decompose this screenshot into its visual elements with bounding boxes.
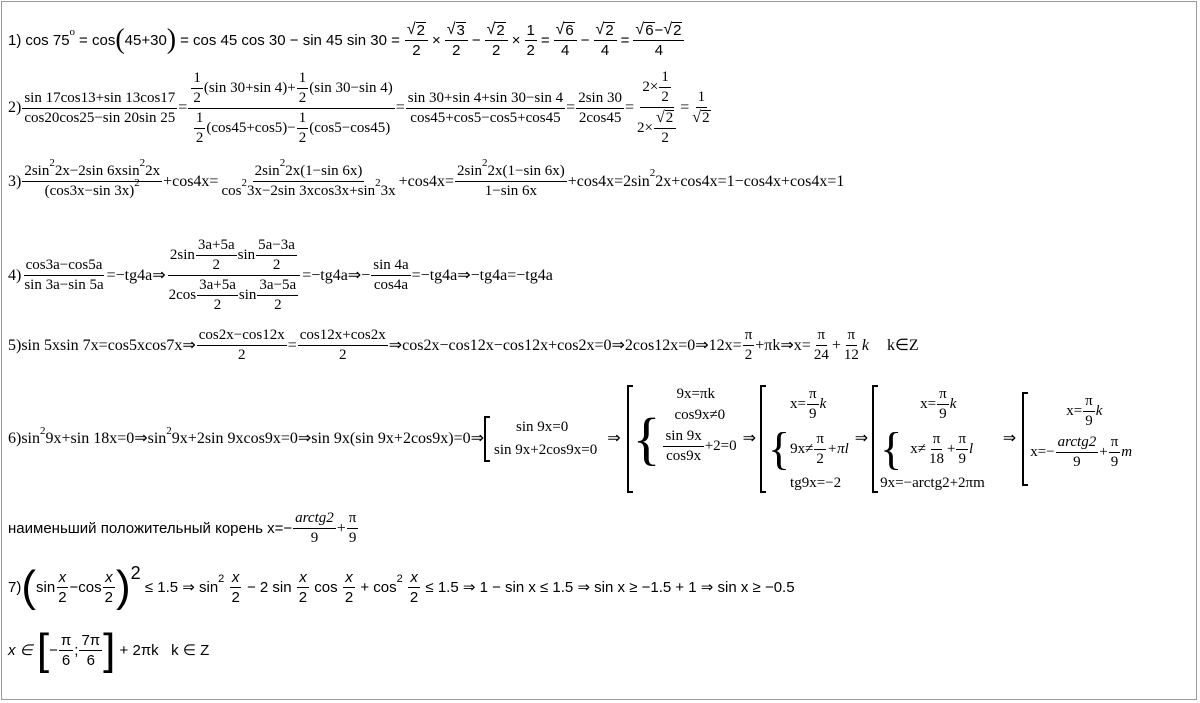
p6-seq-c: 9x+2sin 9xcos9x=0⇒sin 9x: [171, 430, 350, 447]
problem-3: [8, 157, 845, 199]
note-pi-frac: $\frac{\pi}{9}$: [348, 510, 357, 546]
p7-pi-6: $\frac{\pi}{6}$: [60, 631, 72, 669]
p6-seq-a: sin: [21, 430, 40, 447]
p1-text-c: = cos 45 cos 30 − sin 45 sin 30 =: [180, 31, 400, 49]
p7-in: x ∈: [8, 641, 33, 659]
p7-7pi-6: $\frac{7\pi}{6}$: [81, 631, 101, 669]
problem-3-label: 3): [8, 172, 22, 190]
p7-cos: cos: [78, 578, 102, 596]
p1-paren-open: (: [115, 24, 125, 55]
p1-paren-close: ): [166, 24, 177, 55]
p6-s2-l1: 9x=πk: [676, 386, 715, 402]
problem-6-label: 6): [8, 430, 22, 447]
p7-paren-close: ): [115, 562, 131, 611]
p4-ratio: $\frac{\sin 4a}{\cos 4a}$: [373, 257, 409, 293]
p2-result: 1 √ 2: [692, 89, 710, 126]
problem-7-label: 7): [8, 578, 22, 596]
p2-values: 2× $\frac{1}{2}$ 2× √ 2 2: [635, 70, 679, 146]
p7-bracket-open: [: [36, 625, 50, 674]
p6-system-1: [484, 416, 601, 462]
p1-minus-2: −: [580, 31, 590, 49]
p7-x2-e: $\frac{x}{2}$: [344, 568, 354, 606]
p5-kz: k∈Z: [886, 336, 919, 354]
p5-pi-2: $\frac{\pi}{2}$: [744, 327, 753, 363]
p1-text-b: = cos: [79, 31, 116, 49]
p3-expanded: 2sin 2 2x(1−sin 6x) cos 2 3x−2sin 3xcos3x+sin 2 3x: [221, 157, 396, 199]
p7-chain-b: − 2 sin: [246, 578, 292, 596]
p7-x2-b: $\frac{x}{2}$: [104, 568, 113, 606]
p6-impl-4: ⇒: [1002, 430, 1017, 447]
p5-pik: +πk⇒x=: [755, 336, 811, 354]
p2-halves: $\frac{1}{2}$ (sin 30+sin 4) + $\frac{1}{2}$ (sin 30−sin 4) $\frac{1}{2}$ (cos45+cos5) − $\frac{1}{2}$ (cos5−cos45): [188, 71, 394, 146]
p5-k: k: [861, 336, 869, 354]
p6-seq-b: 9x+sin 18x=0⇒sin: [45, 430, 167, 447]
p1-frac-r2-2: √ 2 2: [405, 22, 428, 58]
problem-5: [8, 328, 919, 363]
p7-sq: 2: [130, 563, 141, 583]
p1-frac-r3-2: √ 3 2: [445, 22, 468, 58]
p3-tail-a: +cos4x=2sin: [567, 172, 650, 190]
p2-eq-3: =: [566, 99, 576, 116]
p1-frac-1-2: $\frac{1}{2}$: [526, 21, 535, 59]
p1-degree: o: [69, 25, 76, 38]
p6-system-4: x= $\frac{\pi}{9}$ k { x≠ $\frac{\pi}{18}$ + $\frac{\pi}{9}$ l 9x=−arctg2+2πm: [872, 385, 987, 493]
p7-tail: + 2πk k ∈ Z: [119, 641, 210, 659]
problem-4-label: 4): [8, 266, 22, 284]
p2-lhs: $\frac{\sin 17\cos 13+\sin 13\cos 17}{\cos 20\cos 25-\sin 20\sin 25}$: [24, 89, 176, 126]
p5-lhs: sin 5xsin 7x=cos5xcos7x⇒: [21, 336, 196, 354]
p4-lhs: $\frac{\cos 3a-\cos 5a}{\sin 3a-\sin 5a}$: [24, 257, 104, 293]
problem-2: [8, 70, 714, 146]
p7-x2-f: $\frac{x}{2}$: [409, 568, 419, 606]
p6-impl-1: ⇒: [607, 430, 621, 447]
p6-system-2: { 9x=πk cos9x≠0 $\frac{\sin 9x}{\cos 9x}$ +2=0: [627, 385, 739, 493]
p5-pi-24: $\frac{\pi}{24}$: [813, 327, 829, 363]
p7-minus: −: [69, 578, 79, 596]
p1-minus: −: [471, 31, 481, 49]
p6-s2-l2: cos9x≠0: [674, 407, 726, 423]
p6-seq-d: (sin 9x+2cos9x)=0⇒: [349, 430, 485, 447]
p4-sum-to-product: 2sin $\frac{3a+5a}{2}$ sin $\frac{5a-3a}{2}$ 2cos $\frac{3a+5a}{2}$ sin $\frac{3a-5a}{2}$: [167, 238, 302, 313]
p5-plus: +: [831, 336, 841, 354]
p7-chain-a: ≤ 1.5 ⇒ sin: [144, 578, 219, 596]
p3-reduced: 2sin 2 2x(1−sin 6x) 1−sin 6x: [457, 157, 565, 199]
note-plus: +: [336, 519, 346, 537]
p1-frac-r2-2b: √ 2 2: [485, 22, 508, 58]
p7-paren-open: (: [21, 562, 36, 611]
p6-s3-c: tg9x=−2: [790, 475, 842, 491]
p7-bracket-close: ]: [103, 625, 116, 674]
p3-lhs: 2sin 2 2x−2sin 6xsin 2 2x (cos3x−sin 3x) 2: [24, 157, 161, 199]
p3-tail-b: 2x+cos4x=1−cos4x+cos4x=1: [655, 172, 845, 190]
p6-s1-l1: sin 9x=0: [516, 419, 569, 435]
p5-mid: ⇒cos2x−cos12x−cos12x+cos2x=0⇒2cos12x=0⇒12x=: [388, 336, 742, 354]
p6-sq-1: 2: [40, 424, 46, 437]
p7-sin: sin: [36, 578, 56, 596]
p2-mid: $\frac{\sin 30+\sin 4+\sin 30-\sin 4}{\cos 45+\cos 5-\cos 5+\cos 45}$: [407, 89, 564, 126]
p1-times-2: ×: [511, 31, 521, 49]
p1-frac-r2-4: √ 2 4: [594, 22, 617, 58]
p4-tail: =−tg4a⇒−tg4a=−tg4a: [411, 266, 553, 284]
p3-plus-cos-2: +cos4x=: [398, 172, 455, 190]
p6-sq-2: 2: [166, 424, 172, 437]
p7-sq-3: 2: [396, 572, 403, 585]
p7-x2-a: $\frac{x}{2}$: [58, 568, 67, 606]
p5-pi-12: $\frac{\pi}{12}$: [843, 327, 859, 363]
p6-impl-3: ⇒: [854, 430, 869, 447]
p3-plus-cos: +cos4x=: [163, 172, 219, 190]
p1-arg: 45+30: [124, 31, 167, 49]
p7-neg: −: [49, 641, 58, 659]
p1-eq: =: [540, 31, 550, 49]
smallest-root-note: [8, 511, 359, 546]
p5-eq: =: [287, 336, 297, 354]
p7-chain-c: + cos: [360, 578, 397, 596]
problem-4: [8, 238, 553, 313]
p7-chain-d: ≤ 1.5 ⇒ 1 − sin x ≤ 1.5 ⇒ sin x ≥ −1.5 + 1 ⇒ sin x ≥ −0.5: [425, 578, 795, 596]
p6-system-3: x= $\frac{\pi}{9}$ k { 9x≠ $\frac{\pi}{2}$ +πl tg9x=−2: [760, 385, 851, 493]
p1-text-a: cos 75: [25, 31, 70, 49]
problem-7-answer: [8, 625, 210, 674]
p2-eq-1: =: [178, 99, 188, 116]
p6-brace-2: {: [632, 406, 661, 471]
problem-1-label: 1): [8, 31, 22, 49]
p6-s1-l2: sin 9x+2cos9x=0: [494, 442, 598, 458]
p7-sq-2: 2: [218, 572, 225, 585]
problem-6: [8, 384, 1134, 494]
p4-mid: =−tg4a⇒−: [302, 266, 371, 284]
note-text: наименьший положительный корень x=−: [8, 520, 293, 537]
p7-cos-2: cos: [314, 578, 338, 596]
problem-5-label: 5): [8, 336, 22, 354]
p1-frac-r6-4: √ 6 4: [554, 22, 577, 58]
p2-eq-4: =: [624, 99, 634, 116]
problem-2-label: 2): [8, 99, 22, 116]
p1-times: ×: [431, 31, 441, 49]
problem-7: [8, 562, 795, 611]
p7-sep: ;: [74, 641, 79, 659]
p2-eq-2: =: [395, 99, 405, 116]
p5-frac-1: $\frac{\cos 2x-\cos 12x}{2}$: [198, 327, 285, 363]
p1-eq-2: =: [620, 31, 630, 49]
p1-frac-final: √ 6 − √ 2 4: [633, 22, 684, 58]
p5-frac-2: $\frac{\cos 12x+\cos 2x}{2}$: [299, 327, 386, 363]
p2-simplified: $\frac{2\sin 30}{2\cos 45}$: [578, 89, 622, 126]
p6-system-5: x= $\frac{\pi}{9}$ k x=− $\frac{\text{arctg2}}{9}$ + $\frac{\pi}{9}$ m: [1022, 392, 1134, 486]
p6-s4-c: 9x=−arctg2+2πm: [880, 475, 985, 491]
p4-eq-tg: =−tg4a⇒: [106, 266, 166, 284]
p7-x2-d: $\frac{x}{2}$: [298, 568, 308, 606]
problem-1: [8, 22, 685, 58]
p2-eq-5: =: [680, 99, 690, 116]
p3-tail-sq: 2: [649, 167, 656, 179]
note-arctg-frac: $\frac{\text{arctg2}}{9}$: [295, 510, 334, 546]
p6-impl-2: ⇒: [742, 430, 757, 447]
p7-x2-c: $\frac{x}{2}$: [231, 568, 240, 606]
